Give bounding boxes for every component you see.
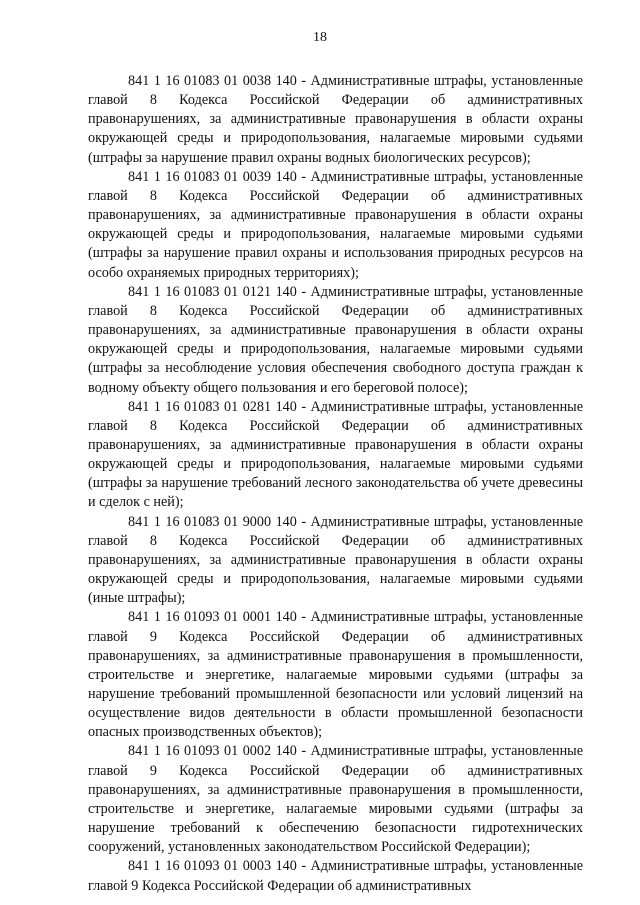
paragraph-0121: 841 1 16 01083 01 0121 140 - Административные штрафы, установленные главой 8 Кодекса Российской Федерации об административных правонарушениях, за административные правонарушения в области охраны окружающей среды и природопользования, налагаемые мировыми судьями (штрафы за несоблюдение условия обеспечения свободного доступа граждан к водному объекту общего пользования и его береговой полосе); xyxy=(88,283,583,396)
paragraph-0281: 841 1 16 01083 01 0281 140 - Административные штрафы, установленные главой 8 Кодекса Российской Федерации об административных правонарушениях, за административные правонарушения в области охраны окружающей среды и природопользования, налагаемые мировыми судьями (штрафы за нарушение требований лесного законодательства об учете древесины и сделок с ней); xyxy=(88,398,583,511)
paragraph-0039: 841 1 16 01083 01 0039 140 - Административные штрафы, установленные главой 8 Кодекса Российской Федерации об административных правонарушениях, за административные правонарушения в области охраны окружающей среды и природопользования, налагаемые мировыми судьями (штрафы за нарушение правил охраны и использования природных ресурсов на особо охраняемых природных территориях); xyxy=(88,168,583,281)
paragraph-chapter9-0003: 841 1 16 01093 01 0003 140 - Административные штрафы, установленные главой 9 Кодекса Российской Федерации об административных xyxy=(88,858,583,894)
paragraph-0038: 841 1 16 01083 01 0038 140 - Административные штрафы, установленные главой 8 Кодекса Российской Федерации об административных правонарушениях, за административные правонарушения в области охраны окружающей среды и природопользования, налагаемые мировыми судьями (штрафы за нарушение правил охраны водных биологических ресурсов); xyxy=(88,73,583,166)
document-body xyxy=(88,72,583,896)
paragraph-9000: 841 1 16 01083 01 9000 140 - Административные штрафы, установленные главой 8 Кодекса Российской Федерации об административных правонарушениях, за административные правонарушения в области охраны окружающей среды и природопользования, налагаемые мировыми судьями (иные штрафы); xyxy=(88,513,583,607)
paragraph-chapter9-0001: 841 1 16 01093 01 0001 140 - Административные штрафы, установленные главой 9 Кодекса Российской Федерации об административных правонарушениях, за административные правонарушения в промышленности, строительстве и энергетике, налагаемые мировыми судьями (штрафы за нарушение требований промышленной безопасности или условий лицензий на осуществление видов деятельности в области промышленной безопасности опасных производственных объектов); xyxy=(88,609,583,741)
paragraph-chapter9-0002: 841 1 16 01093 01 0002 140 - Административные штрафы, установленные главой 9 Кодекса Российской Федерации об административных правонарушениях, за административные правонарушения в промышленности, строительстве и энергетике, налагаемые мировыми судьями (штрафы за нарушение требований к обеспечению безопасности гидротехнических сооружений, установленных законодательством Российской Федерации); xyxy=(88,743,583,856)
page-number: 18 xyxy=(313,30,327,45)
